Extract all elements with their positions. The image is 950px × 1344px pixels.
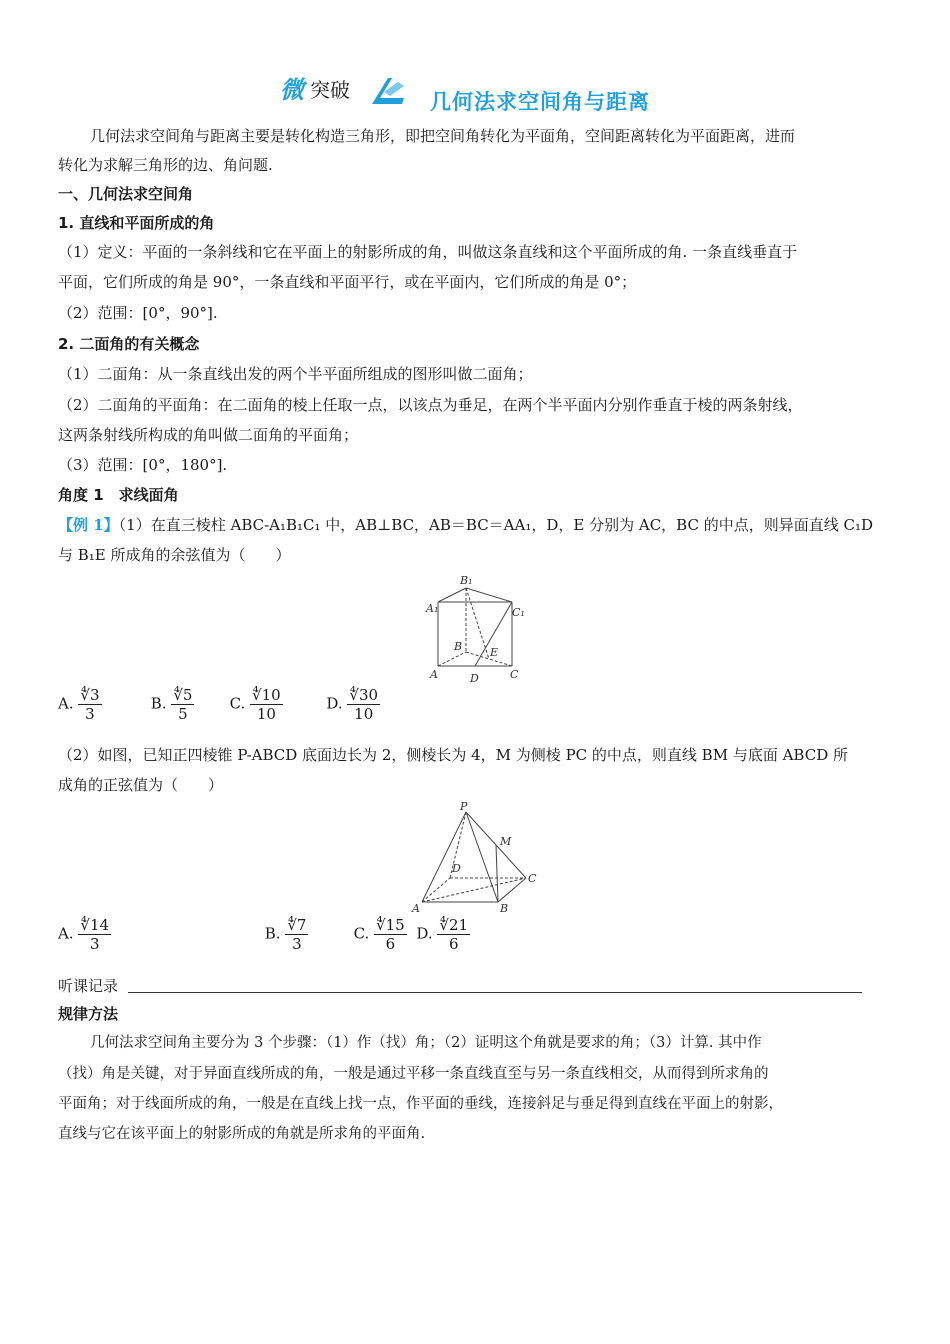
figure-pyramid xyxy=(408,800,548,918)
sub1-heading: 1. 直线和平面所成的角 xyxy=(58,214,215,232)
q1-option-d-letter: D. xyxy=(326,694,343,713)
q1-option-b-frac: $\frac{∜5}{5}$ xyxy=(173,686,193,723)
q2-text-1: （2）如图，已知正四棱锥 P-ABCD 底面边长为 2，侧棱长为 4，M 为侧棱 PC 的中点，则直线 BM 与底面 ABCD 所 xyxy=(58,746,849,764)
notes-label: 听课记录 xyxy=(58,977,119,995)
sub1-def-line-1: （1）定义：平面的一条斜线和它在平面上的射影所成的角，叫做这条直线和这个平面所成的角. 一条直线垂直于 xyxy=(58,243,798,261)
edge-a1b1 xyxy=(438,588,466,602)
sub2-item-2b: 这两条射线所构成的角叫做二面角的平面角； xyxy=(58,426,359,444)
intro-line-1: 几何法求空间角与距离主要是转化构造三角形，即把空间角转化为平面角，空间距离转化为平面距离，进而 xyxy=(90,127,796,145)
method-line-4: 直线与它在该平面上的射影所成的角就是所求角的平面角. xyxy=(58,1126,426,1142)
method-line-1: 几何法求空间角主要分为 3 个步骤：（1）作（找）角；（2）证明这个角就是要求的角；（3）计算. 其中作 xyxy=(90,1035,762,1051)
q1-option-a[interactable] xyxy=(58,686,146,723)
q2-option-b-frac: $\frac{∜7}{3}$ xyxy=(287,916,307,953)
q1-option-d[interactable] xyxy=(326,686,418,723)
method-line-3: 平面角；对于线面所成的角，一般是在直线上找一点，作平面的垂线，连接斜足与垂足得到直线在平面上的射影， xyxy=(58,1096,783,1112)
edge-ab xyxy=(438,652,466,666)
q2-option-c-letter: C. xyxy=(353,924,370,943)
label-c: C xyxy=(510,668,519,681)
label-b: B xyxy=(500,902,509,915)
q1-option-b[interactable] xyxy=(151,686,225,723)
label-b1: B₁ xyxy=(460,574,473,587)
label-b: B xyxy=(454,640,463,653)
label-d: D xyxy=(470,672,479,684)
sub2-item-3: （3）范围：[0°，180°]. xyxy=(58,456,228,474)
edge-bc xyxy=(466,652,512,666)
q1-text-2: 与 B₁E 所成角的余弦值为（ ） xyxy=(58,546,291,564)
q2-option-a-frac: $\frac{∜14}{3}$ xyxy=(80,916,110,953)
sub2-heading: 2. 二面角的有关概念 xyxy=(58,335,200,353)
q2-options xyxy=(58,916,486,953)
label-a: A xyxy=(430,668,438,681)
angle-1-heading: 角度 1 求线面角 xyxy=(58,486,179,504)
q2-option-d[interactable] xyxy=(416,916,486,953)
q2-option-c[interactable] xyxy=(354,916,412,953)
header-badge xyxy=(280,72,410,108)
q2-option-a[interactable] xyxy=(58,916,260,953)
page-title: 几何法求空间角与距离 xyxy=(430,90,650,114)
q1-option-a-frac: $\frac{∜3}{3}$ xyxy=(80,686,100,723)
label-c: C xyxy=(528,872,537,885)
q1-option-c[interactable] xyxy=(230,686,322,723)
intro-line-2: 转化为求解三角形的边、角问题. xyxy=(58,156,273,174)
sub2-item-2a: （2）二面角的平面角：在二面角的棱上任取一点，以该点为垂足，在两个半平面内分别作垂直于棱的两条射线， xyxy=(58,396,803,414)
line-bm xyxy=(496,845,498,902)
method-heading: 规律方法 xyxy=(58,1005,119,1023)
badge-graphic xyxy=(280,72,410,108)
q2-option-b[interactable] xyxy=(265,916,349,953)
badge-wei: 微 xyxy=(280,75,304,104)
q1-option-c-frac: $\frac{∜10}{10}$ xyxy=(252,686,281,723)
example-tag: 【例 1】 xyxy=(58,516,119,534)
q1-option-b-letter: B. xyxy=(150,694,167,713)
label-m: M xyxy=(500,835,512,848)
example-1-line-1 xyxy=(58,515,873,535)
label-p: P xyxy=(460,800,468,813)
q1-option-d-frac: $\frac{∜30}{10}$ xyxy=(349,686,379,723)
label-c1: C₁ xyxy=(512,606,525,619)
label-a1: A₁ xyxy=(426,602,439,615)
label-d: D xyxy=(452,862,461,875)
notes-writing-line[interactable] xyxy=(128,992,862,993)
sub1-def-line-2: 平面，它们所成的角是 90°，一条直线和平面平行，或在平面内，它们所成的角是 0°； xyxy=(58,273,637,291)
q2-option-d-letter: D. xyxy=(416,924,433,943)
q2-option-d-frac: $\frac{∜21}{6}$ xyxy=(439,916,469,953)
edge-pa xyxy=(422,812,466,902)
sub1-range: （2）范围：[0°，90°]. xyxy=(58,304,218,322)
q1-option-a-letter: A. xyxy=(58,694,74,713)
figure-prism xyxy=(420,572,530,684)
label-a: A xyxy=(412,902,420,915)
diag-ac xyxy=(422,878,526,902)
edge-b1c1 xyxy=(466,588,512,602)
q2-option-c-frac: $\frac{∜15}{6}$ xyxy=(376,916,405,953)
q2-option-b-letter: B. xyxy=(264,924,281,943)
label-e: E xyxy=(490,646,499,659)
q1-text-1: （1）在直三棱柱 ABC-A₁B₁C₁ 中，AB⊥BC，AB＝BC＝AA₁，D，E 分别为 AC，BC 的中点，则异面直线 C₁D xyxy=(118,516,874,534)
sub2-item-1: （1）二面角：从一条直线出发的两个半平面所组成的图形叫做二面角； xyxy=(58,365,533,383)
badge-text: 突破 xyxy=(310,78,350,102)
q2-option-a-letter: A. xyxy=(58,924,74,943)
q2-text-2: 成角的正弦值为（ ） xyxy=(58,776,224,794)
method-line-2: （找）角是关键，对于异面直线所成的角，一般是通过平移一条直线直至与另一条直线相交，从而得到所求角的 xyxy=(58,1066,769,1082)
edge-ad xyxy=(422,878,450,902)
q1-options xyxy=(58,686,418,723)
section-1-heading: 一、几何法求空间角 xyxy=(58,185,194,203)
q1-option-c-letter: C. xyxy=(229,694,246,713)
